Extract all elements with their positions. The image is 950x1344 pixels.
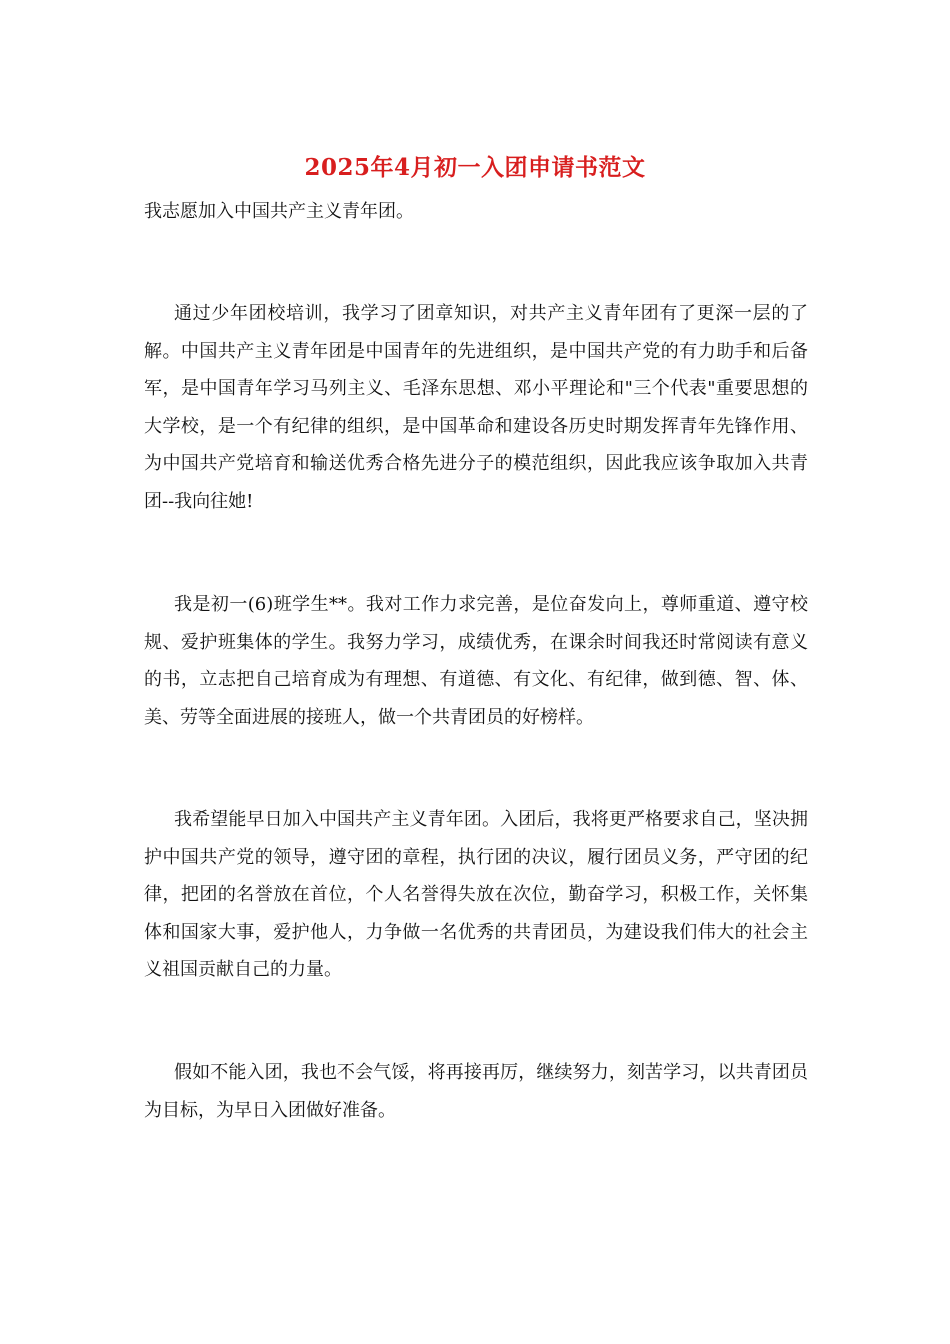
paragraph-intro: 我志愿加入中国共产主义青年团。 xyxy=(144,201,414,222)
paragraph-commitment: 我希望能早日加入中国共产主义青年团。入团后，我将更严格要求自己，坚决拥护中国共产党的领导，遵守团的章程，执行团的决议，履行团员义务，严守团的纪律，把团的名誉放在首位，个人名誉得失放在次位，勤奋学习，积极工作，关怀集体和国家大事，爱护他人，力争做一名优秀的共青团员，为建设我们伟大的社会主义祖国贡献自己的力量。 xyxy=(144,809,808,980)
paragraph-closing: 假如不能入团，我也不会气馁，将再接再厉，继续努力，刻苦学习，以共青团员为目标，为早日入团做好准备。 xyxy=(144,1062,808,1121)
document-title: 2025年4月初一入团申请书范文 xyxy=(304,154,646,181)
paragraph-understanding: 通过少年团校培训，我学习了团章知识，对共产主义青年团有了更深一层的了解。中国共产主义青年团是中国青年的先进组织，是中国共产党的有力助手和后备军，是中国青年学习马列主义、毛泽东思想、邓小平理论和"三个代表"重要思想的大学校，是一个有纪律的组织，是中国革命和建设各历史时期发挥青年先锋作用、为中国共产党培育和输送优秀合格先进分子的模范组织，因此我应该争取加入共青团--我向往她! xyxy=(144,303,808,512)
paragraph-self-introduction: 我是初一(6)班学生**。我对工作力求完善，是位奋发向上，尊师重道、遵守校规、爱护班集体的学生。我努力学习，成绩优秀，在课余时间我还时常阅读有意义的书，立志把自己培育成为有理想、有道德、有文化、有纪律，做到德、智、体、美、劳等全面进展的接班人，做一个共青团员的好榜样。 xyxy=(144,594,808,728)
